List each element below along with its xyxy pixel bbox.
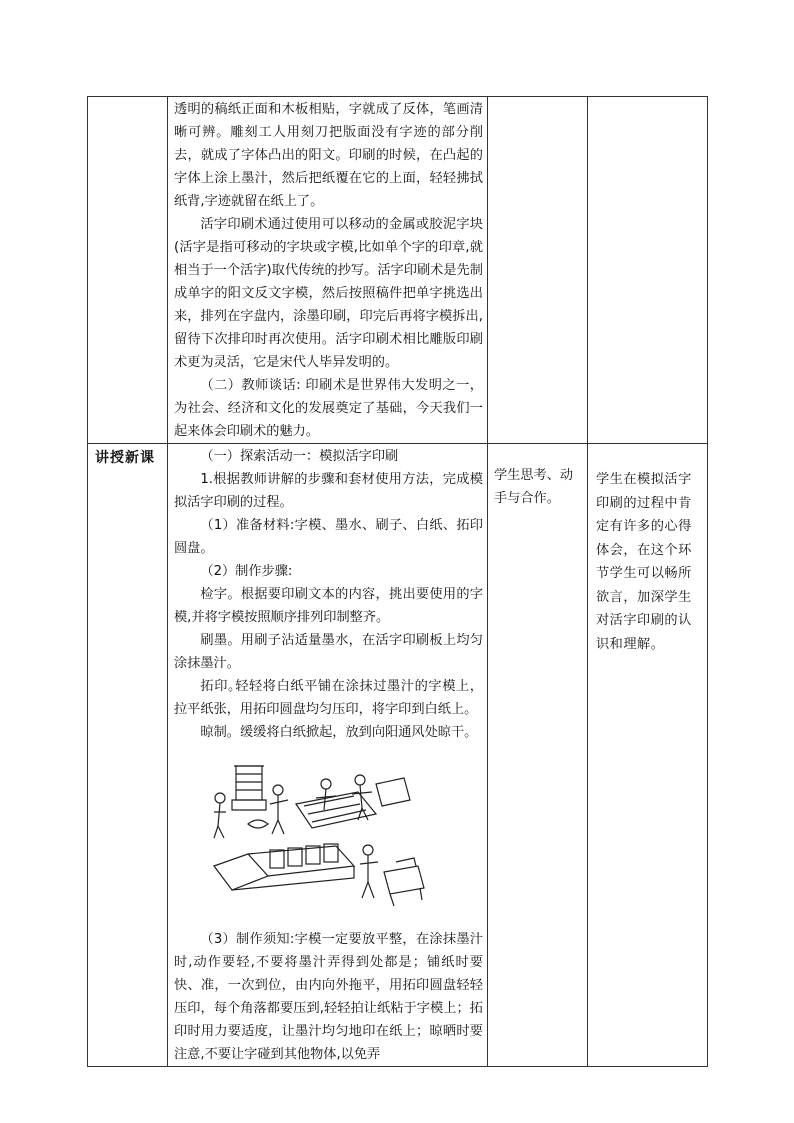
- activity-instruction: 1.根据教师讲解的步骤和套材使用方法，完成模拟活字印刷的过程。: [174, 472, 483, 510]
- step-pick-type: 检字。根据要印刷文本的内容，挑出要使用的字模,并将字模按照顺序排列印制整齐。: [174, 587, 483, 625]
- paragraph-teacher-talk: （二）教师谈话: 印刷术是世界伟大发明之一，为社会、经济和文化的发展奠定了基础，今天我们一起来体会印刷术的魅力。: [174, 378, 483, 439]
- lesson-plan-table: [87, 96, 708, 1067]
- design-intent-cell: [588, 444, 708, 1067]
- paragraph-movable-type: 活字印刷术通过使用可以移动的金属或胶泥字块(活字是指可移动的字块或字模,比如单个字的印章,就相当于一个活字)取代传统的抄写。活字印刷术是先制成单字的阳文反文字模，然后按照稿件把单字挑选出来，排列在字盘内，涂墨印刷，印完后再将字模拆出,留待下次排印时再次使用。活字印刷术相比雕版印刷术更为灵活，它是宋代人毕异发明的。: [174, 217, 483, 370]
- activity-title: （一）探索活动一：模拟活字印刷: [200, 449, 399, 464]
- design-intent-text: 学生在模拟活字印刷的过程中肯定有许多的心得体会，在这个环节学生可以畅所欲言，加深学生对活字印刷的认识和理解。: [596, 472, 692, 652]
- stage-label: 讲授新课: [95, 450, 155, 466]
- stage-cell-empty: [88, 97, 168, 444]
- table-row: [88, 97, 708, 444]
- materials-list: （1）准备材料:字模、墨水、刷子、白纸、拓印圆盘。: [174, 518, 483, 556]
- steps-title: （2）制作步骤:: [200, 564, 293, 579]
- production-notes: （3）制作须知:字模一定要放平整，在涂抹墨汁时,动作要轻,不要将墨汁弄得到处都是；铺纸时要快、准，一次到位，由内向外拖平，用拓印圆盘轻轻压印，每个角落都要压到,轻轻拍让纸粘于字模上；拓印时用力要适度，让墨汁均匀地印在纸上；晾晒时要注意,不要让字碰到其他物体,以免弄: [174, 932, 483, 1062]
- paragraph-woodblock-printing: 透明的稿纸正面和木板相贴，字就成了反体，笔画清晰可辨。雕刻工人用刻刀把版面没有字迹的部分削去，就成了字体凸出的阳文。印刷的时候，在凸起的字体上涂上墨汁，然后把纸覆在它的上面，轻轻拂拭纸背,字迹就留在纸上了。: [174, 102, 483, 209]
- design-intent-cell-empty: [588, 97, 708, 444]
- step-print: 拓印｡轻轻将白纸平铺在涂抹过墨汁的字模上，拉平纸张，用拓印圆盘均匀压印，将字印到白纸上。: [174, 679, 483, 717]
- stage-cell: [88, 444, 168, 1067]
- table-row: [88, 444, 708, 1067]
- step-dry: 晾制。缓缓将白纸掀起，放到向阳通风处晾干。: [200, 725, 478, 740]
- printing-workshop-illustration: [208, 754, 448, 914]
- content-cell: [168, 444, 488, 1067]
- step-ink: 刷墨。用刷子沾适量墨水，在活字印刷板上均匀涂抹墨汁。: [174, 633, 483, 671]
- content-cell: [168, 97, 488, 444]
- student-activity-cell-empty: [488, 97, 588, 444]
- student-activity-cell: [488, 444, 588, 1067]
- student-activity-text: 学生思考、动手与合作。: [494, 468, 574, 506]
